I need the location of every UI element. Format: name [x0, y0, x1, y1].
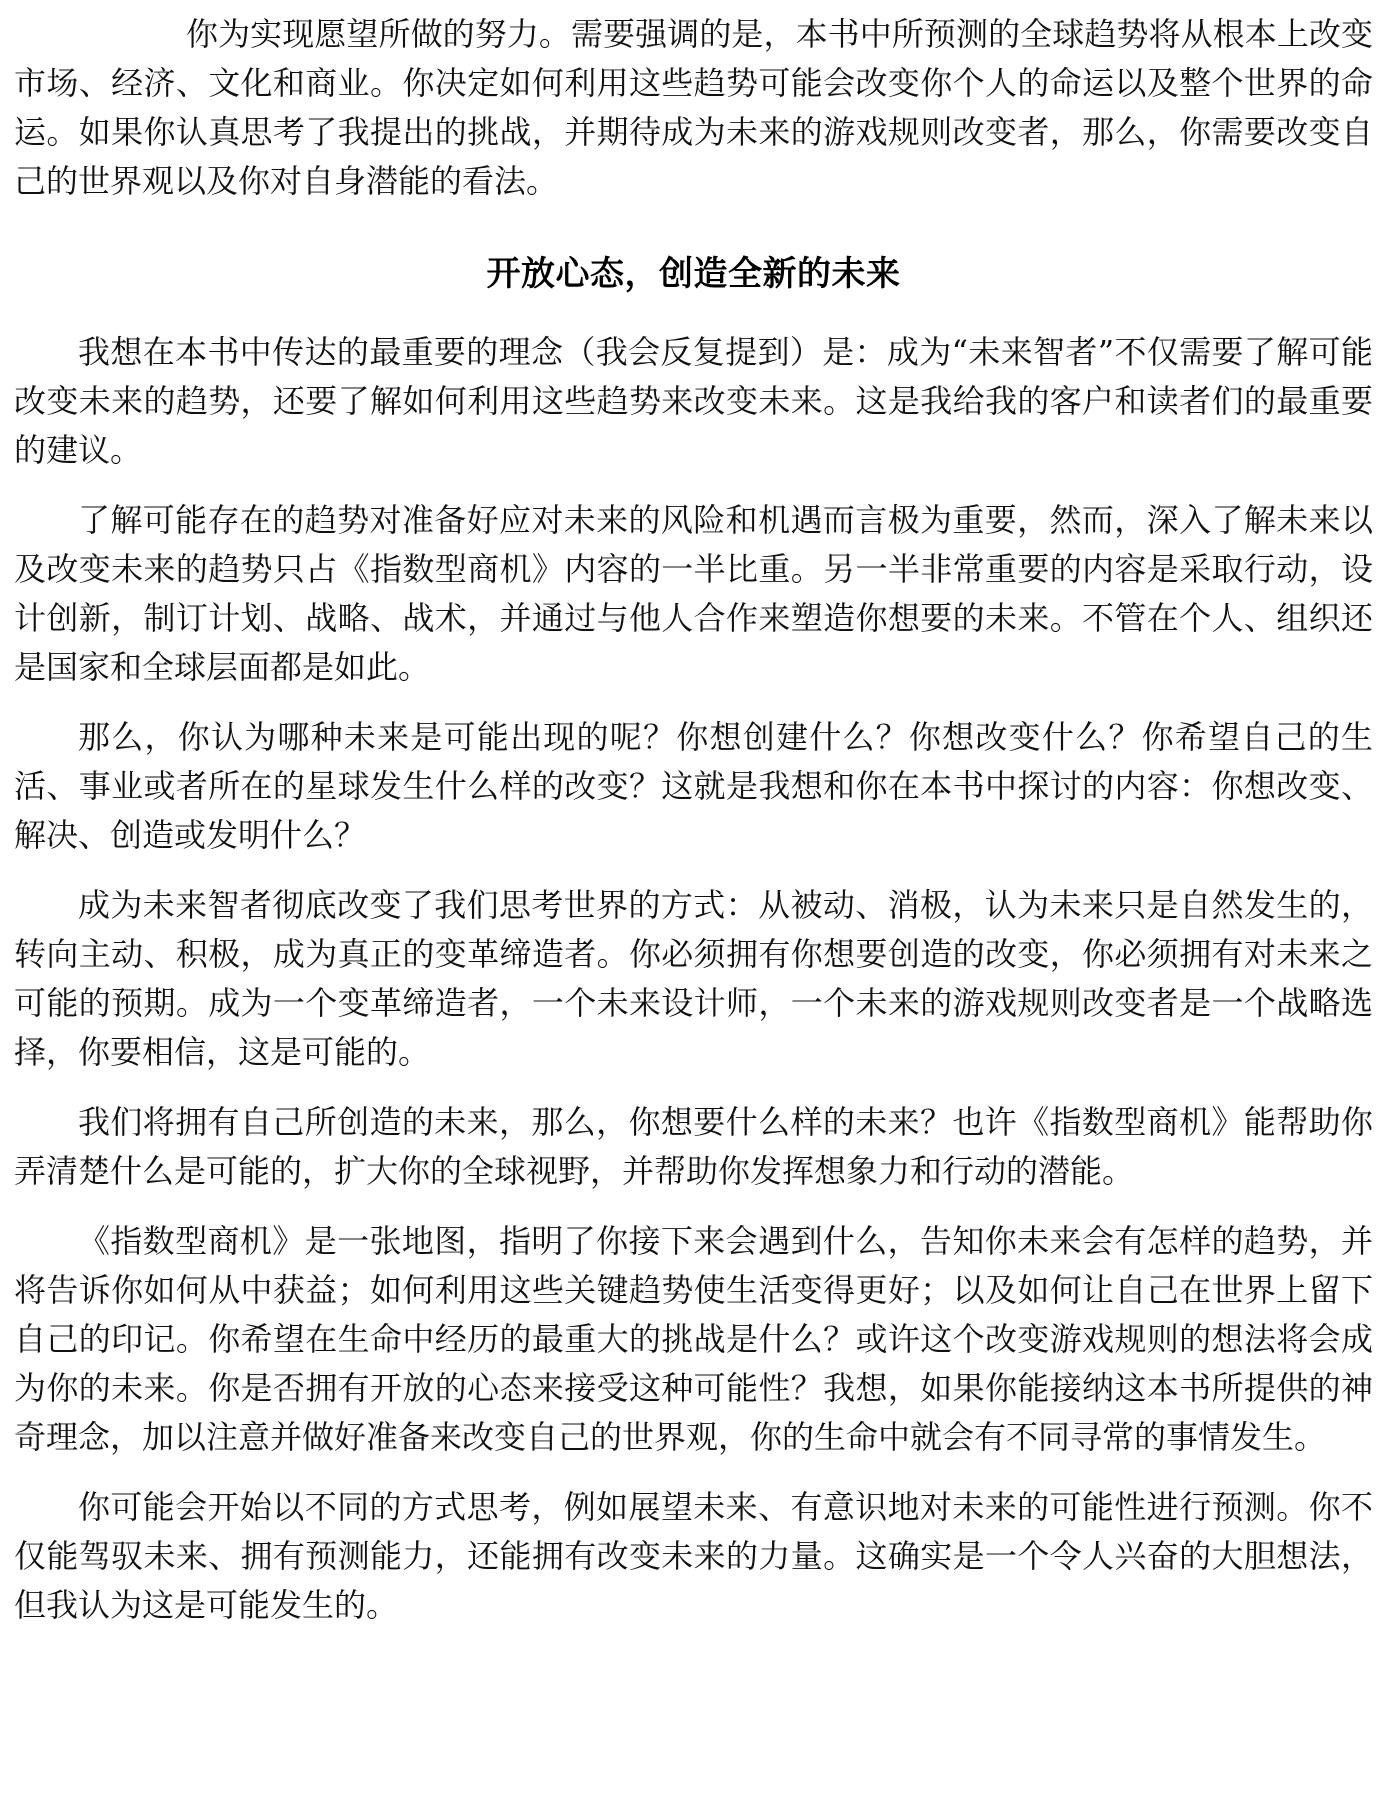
body-paragraph-7: 你可能会开始以不同的方式思考，例如展望未来、有意识地对未来的可能性进行预测。你不仅能驾驭未来、拥有预测能力，还能拥有改变未来的力量。这确实是一个令人兴奋的大胆想法，但我认为这是可能发生的。 [14, 1488, 1373, 1624]
body-paragraph-3: 那么，你认为哪种未来是可能出现的呢？你想创建什么？你想改变什么？你希望自己的生活、事业或者所在的星球发生什么样的改变？这就是我想和你在本书中探讨的内容：你想改变、解决、创造或发明什么？ [14, 718, 1373, 854]
body-paragraph-4: 成为未来智者彻底改变了我们思考世界的方式：从被动、消极，认为未来只是自然发生的，转向主动、积极，成为真正的变革缔造者。你必须拥有你想要创造的改变，你必须拥有对未来之可能的预期。成为一个变革缔造者，一个未来设计师，一个未来的游戏规则改变者是一个战略选择，你要相信，这是可能的。 [14, 886, 1373, 1071]
section-heading: 开放心态，创造全新的未来 [486, 254, 901, 294]
intro-paragraph: 你为实现愿望所做的努力。需要强调的是，本书中所预测的全球趋势将从根本上改变市场、经济、文化和商业。你决定如何利用这些趋势可能会改变你个人的命运以及整个世界的命运。如果你认真思考了我提出的挑战，并期待成为未来的游戏规则改变者，那么，你需要改变自己的世界观以及你对自身潜能的看法。 [14, 15, 1373, 200]
body-paragraph-1: 我想在本书中传达的最重要的理念（我会反复提到）是：成为“未来智者”不仅需要了解可能改变未来的趋势，还要了解如何利用这些趋势来改变未来。这是我给我的客户和读者们的最重要的建议。 [14, 333, 1373, 469]
body-paragraph-5: 我们将拥有自己所创造的未来，那么，你想要什么样的未来？也许《指数型商机》能帮助你弄清楚什么是可能的，扩大你的全球视野，并帮助你发挥想象力和行动的潜能。 [14, 1103, 1373, 1190]
body-paragraph-6: 《指数型商机》是一张地图，指明了你接下来会遇到什么，告知你未来会有怎样的趋势，并将告诉你如何从中获益；如何利用这些关键趋势使生活变得更好；以及如何让自己在世界上留下自己的印记。你希望在生命中经历的最重大的挑战是什么？或许这个改变游戏规则的想法将会成为你的未来。你是否拥有开放的心态来接受这种可能性？我想，如果你能接纳这本书所提供的神奇理念，加以注意并做好准备来改变自己的世界观，你的生命中就会有不同寻常的事情发生。 [14, 1222, 1373, 1456]
body-paragraph-2: 了解可能存在的趋势对准备好应对未来的风险和机遇而言极为重要，然而，深入了解未来以及改变未来的趋势只占《指数型商机》内容的一半比重。另一半非常重要的内容是采取行动，设计创新，制订计划、战略、战术，并通过与他人合作来塑造你想要的未来。不管在个人、组织还是国家和全球层面都是如此。 [14, 501, 1373, 686]
